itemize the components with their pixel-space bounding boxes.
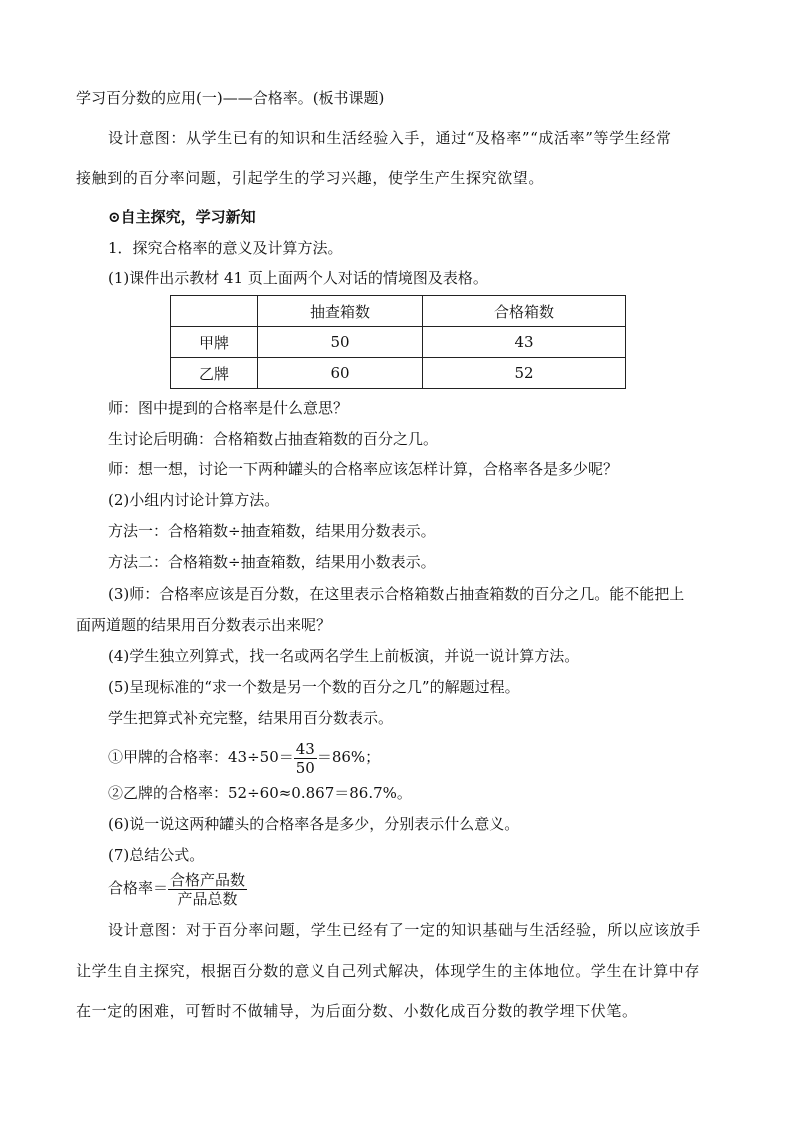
table-cell-sampled: 50 — [258, 327, 423, 358]
step-4: (4)学生独立列算式，找一名或两名学生上前板演，并说一说计算方法。 — [108, 647, 580, 665]
step-5: (5)呈现标准的“求一个数是另一个数的百分之几”的解题过程。 — [108, 678, 520, 696]
table-row — [171, 327, 626, 358]
formula — [108, 866, 247, 910]
table-row — [171, 358, 626, 389]
fraction-denominator: 产品总数 — [177, 889, 238, 908]
design-intent-2-line-1: 设计意图：对于百分率问题，学生已经有了一定的知识基础与生活经验，所以应该放手 — [108, 921, 701, 939]
design-intent-1-line-1: 设计意图：从学生已有的知识和生活经验入手，通过“及格率”“成活率”等学生经常 — [108, 129, 672, 147]
fraction-numerator: 43 — [295, 739, 315, 758]
fraction-denominator: 50 — [295, 758, 315, 777]
step-3-line-1: (3)师：合格率应该是百分数，在这里表示合格箱数占抽查箱数的百分之几。能不能把上 — [108, 585, 685, 603]
complete-line: 学生把算式补充完整，结果用百分数表示。 — [108, 709, 394, 727]
table-header-cell: 合格箱数 — [423, 296, 626, 327]
item-1: 1．探究合格率的意义及计算方法。 — [108, 239, 343, 257]
design-intent-1-line-2: 接触到的百分率问题，引起学生的学习兴趣，使学生产生探究欲望。 — [76, 169, 545, 187]
table-cell-sampled: 60 — [258, 358, 423, 389]
teacher-question-1: 师：图中提到的合格率是什么意思？ — [108, 399, 349, 417]
method-2: 方法二：合格箱数÷抽查箱数，结果用小数表示。 — [108, 553, 436, 571]
table-cell-brand: 乙牌 — [171, 358, 258, 389]
table-header-cell: 抽查箱数 — [258, 296, 423, 327]
step-7: (7)总结公式。 — [108, 846, 205, 864]
step-2: (2)小组内讨论计算方法。 — [108, 491, 280, 509]
student-answer-1: 生讨论后明确：合格箱数占抽查箱数的百分之几。 — [108, 430, 439, 448]
calc-1-prefix: ①甲牌的合格率：43÷50＝ — [108, 748, 294, 766]
table-header-cell — [171, 296, 258, 327]
formula-prefix: 合格率＝ — [108, 879, 169, 897]
section-heading: ⊙自主探究，学习新知 — [108, 208, 256, 226]
design-intent-2-line-2: 让学生自主探究，根据百分数的意义自己列式解决，体现学生的主体地位。学生在计算中存 — [76, 962, 701, 980]
step-3-line-2: 面两道题的结果用百分数表示出来呢？ — [76, 616, 332, 634]
table-cell-qualified: 52 — [423, 358, 626, 389]
formula-fraction — [168, 871, 247, 908]
calc-1-suffix: ＝86%； — [316, 748, 381, 766]
method-1: 方法一：合格箱数÷抽查箱数，结果用分数表示。 — [108, 522, 436, 540]
design-intent-2-line-3: 在一定的困难，可暂时不做辅导，为后面分数、小数化成百分数的教学埋下伏笔。 — [76, 1002, 638, 1020]
table-header-row — [171, 296, 626, 327]
fraction-numerator: 合格产品数 — [170, 870, 246, 889]
calc-1 — [108, 734, 380, 780]
data-table — [170, 295, 626, 389]
teacher-question-2: 师：想一想，讨论一下两种罐头的合格率应该怎样计算，合格率各是多少呢？ — [108, 460, 619, 478]
calc-1-fraction — [294, 740, 317, 777]
table-cell-qualified: 43 — [423, 327, 626, 358]
table-cell-brand: 甲牌 — [171, 327, 258, 358]
step-6: (6)说一说这两种罐头的合格率各是多少，分别表示什么意义。 — [108, 815, 520, 833]
intro-line: 学习百分数的应用(一)——合格率。(板书课题) — [76, 89, 385, 107]
step-1: (1)课件出示教材 41 页上面两个人对话的情境图及表格。 — [108, 269, 488, 287]
calc-2: ②乙牌的合格率：52÷60≈0.867＝86.7%。 — [108, 784, 412, 802]
